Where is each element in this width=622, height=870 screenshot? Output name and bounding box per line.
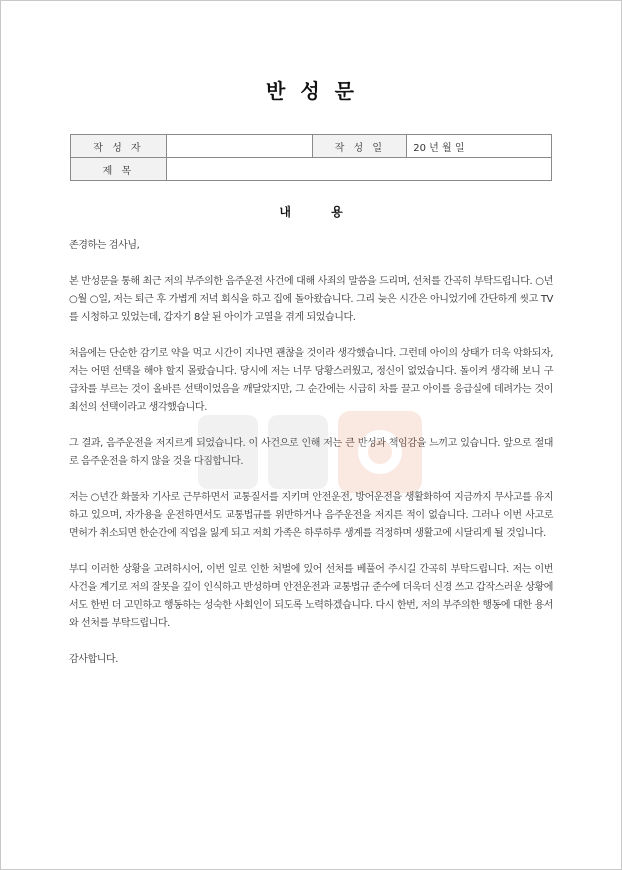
info-row-author bbox=[71, 135, 552, 158]
subject-field[interactable] bbox=[166, 158, 551, 181]
date-field[interactable]: 20 년 월 일 bbox=[407, 135, 552, 158]
info-row-subject bbox=[71, 158, 552, 181]
closing: 감사합니다. bbox=[69, 654, 119, 665]
author-label: 작 성 자 bbox=[71, 135, 167, 158]
date-label: 작 성 일 bbox=[313, 135, 407, 158]
subject-label: 제 목 bbox=[71, 158, 167, 181]
letter-body bbox=[69, 237, 553, 687]
body-paragraph: 본 반성문을 통해 최근 저의 부주의한 음주운전 사건에 대해 사죄의 말씀을 드리며, 선처를 간곡히 부탁드립니다. ○년 ○월 ○일, 저는 퇴근 후 가볍게 저녁 회식을 하고 집에 돌아왔습니다. 그리 늦은 시간은 아니었기에 간단하게 씻고 TV를 시청하고 있었는데, 갑자기 8살 된 아이가 고열을 겪게 되었습니다. bbox=[69, 276, 553, 323]
author-field[interactable] bbox=[166, 135, 313, 158]
section-heading: 내 용 bbox=[279, 205, 343, 219]
info-table bbox=[70, 134, 552, 181]
body-paragraph: 처음에는 단순한 감기로 약을 먹고 시간이 지나면 괜찮을 것이라 생각했습니다. 그런데 아이의 상태가 더욱 악화되자, 저는 어떤 선택을 해야 할지 몰랐습니다. 당시에 저는 너무 당황스러웠고, 정신이 없었습니다. 돌이켜 생각해 보니 구급차를 부르는 것이 올바른 선택이었음을 깨달았지만, 그 순간에는 시급히 차를 끌고 아이를 응급실에 데려가는 것이 최선의 선택이라고 생각했습니다. bbox=[69, 348, 553, 413]
body-paragraph: 저는 ○년간 화물차 기사로 근무하면서 교통질서를 지키며 안전운전, 방어운전을 생활화하여 지금까지 무사고를 유지하고 있으며, 자가용을 운전하면서도 교통법규를 위반하거나 음주운전을 저지른 적이 없습니다. 그러나 이번 사고로 면허가 취소되면 한순간에 직업을 잃게 되고 저희 가족은 하루하루 생계를 걱정하며 생활고에 시달리게 될 것입니다. bbox=[69, 492, 553, 539]
document-title: 반 성 문 bbox=[266, 79, 356, 103]
body-paragraph: 부디 이러한 상황을 고려하시어, 이번 일로 인한 처벌에 있어 선처를 베풀어 주시길 간곡히 부탁드립니다. 저는 이번 사건을 계기로 저의 잘못을 깊이 인식하고 반성하며 안전운전과 교통법규 준수에 더욱더 신경 쓰고 갑작스러운 상황에서도 한번 더 고민하고 행동하는 성숙한 사회인이 되도록 노력하겠습니다. 다시 한번, 저의 부주의한 행동에 대한 용서와 선처를 부탁드립니다. bbox=[69, 564, 553, 629]
body-paragraph: 그 결과, 음주운전을 저지르게 되었습니다. 이 사건으로 인해 저는 큰 반성과 책임감을 느끼고 있습니다. 앞으로 절대로 음주운전을 하지 않을 것을 다짐합니다. bbox=[69, 438, 553, 467]
greeting: 존경하는 검사님, bbox=[69, 240, 140, 251]
